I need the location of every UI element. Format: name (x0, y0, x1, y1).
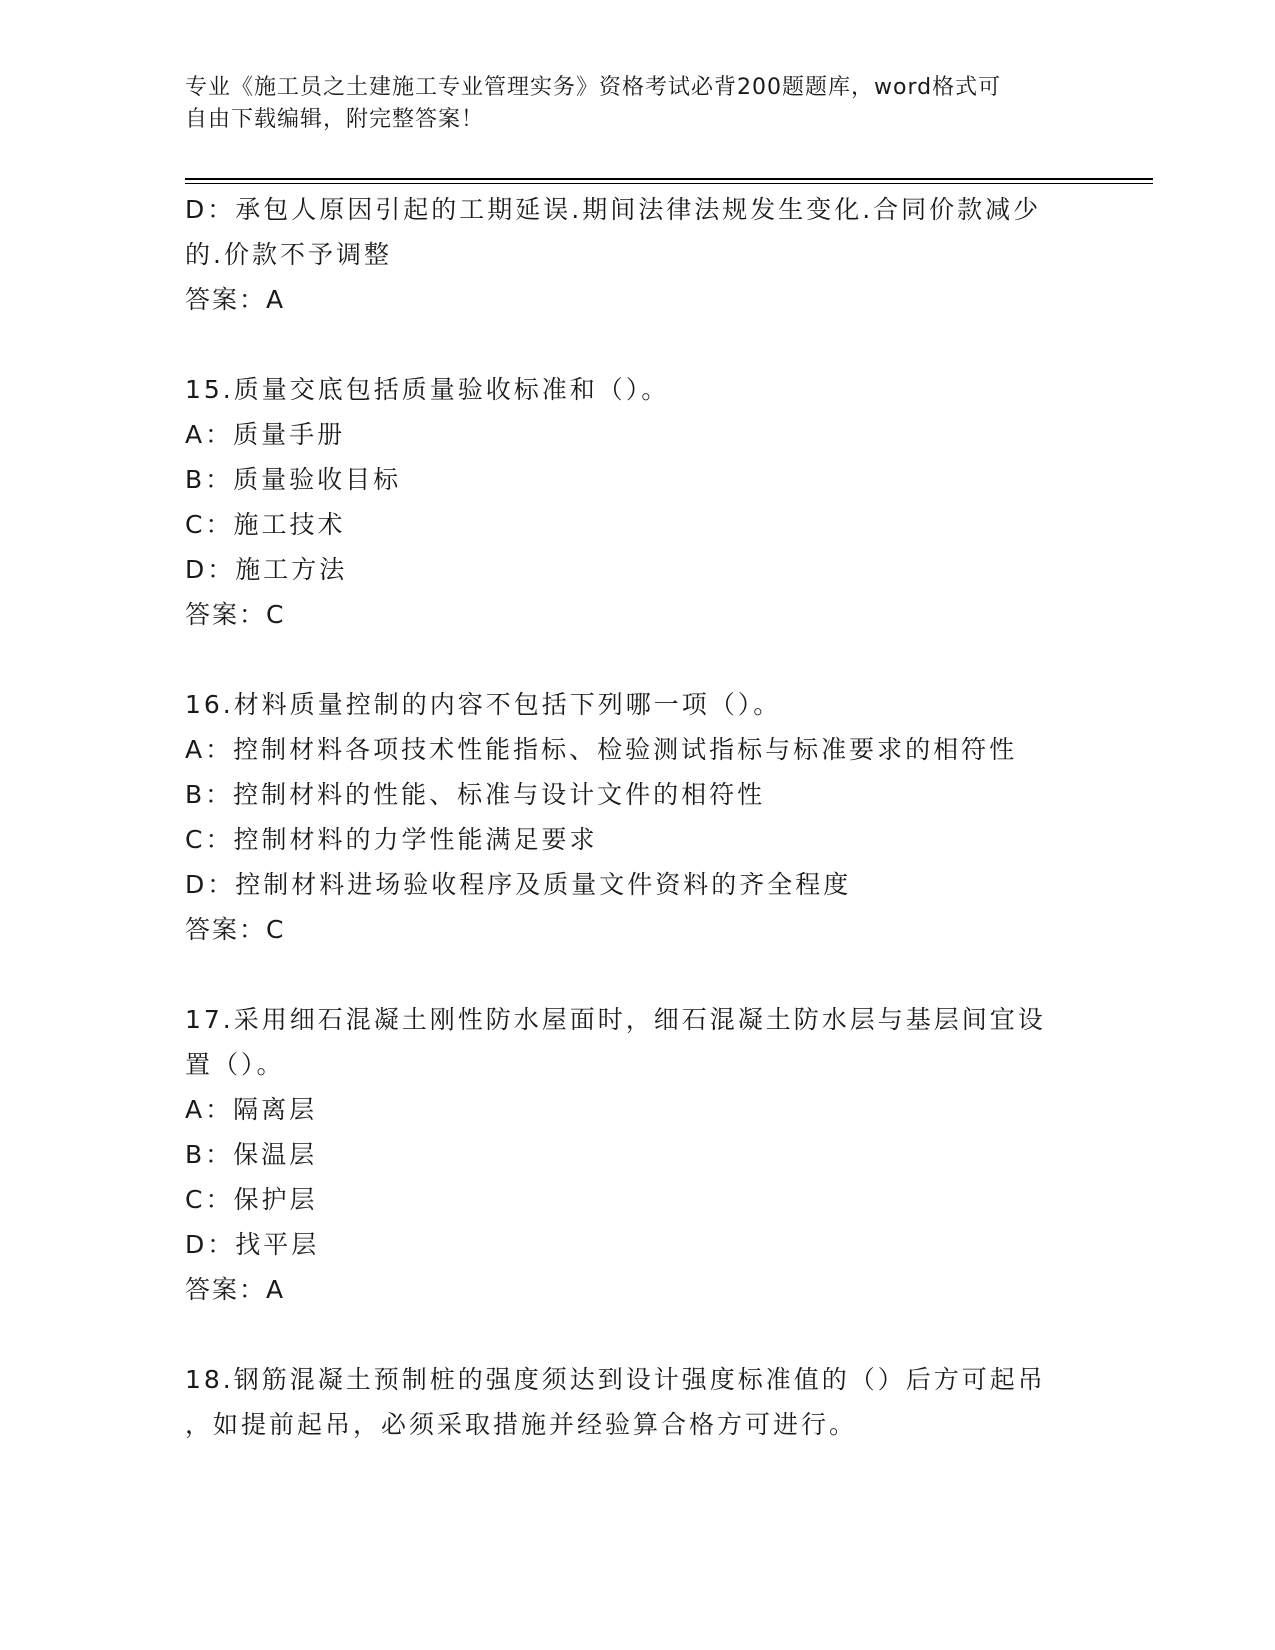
question-15 (185, 367, 1085, 637)
question-16 (185, 682, 1085, 952)
option-b: B：保温层 (185, 1140, 318, 1169)
spacer (185, 637, 1085, 682)
answer: 答案：A (185, 285, 286, 314)
question-stem: 18.钢筋混凝土预制桩的强度须达到设计强度标准值的（）后方可起吊 (185, 1365, 1046, 1394)
option-c: C：施工技术 (185, 510, 346, 539)
option-c: C：控制材料的力学性能满足要求 (185, 825, 598, 854)
option-a: A：隔离层 (185, 1095, 318, 1124)
question-stem-continued: 置（）。 (185, 1050, 285, 1079)
question-stem: 17.采用细石混凝土刚性防水屋面时，细石混凝土防水层与基层间宜设 (185, 1005, 1046, 1034)
answer: 答案：A (185, 1275, 286, 1304)
option-d-continued: 的.价款不予调整 (185, 240, 392, 269)
option-c: C：保护层 (185, 1185, 318, 1214)
header-title-line-2: 自由下载编辑，附完整答案！ (185, 107, 485, 132)
spacer (185, 322, 1085, 367)
option-b: B：控制材料的性能、标准与设计文件的相符性 (185, 780, 766, 809)
document-body (185, 187, 1085, 1447)
header-divider-thin (185, 183, 1153, 184)
header-title-line-1: 专业《施工员之土建施工专业管理实务》资格考试必背200题题库，word格式可 (185, 75, 1002, 100)
option-a: A：控制材料各项技术性能指标、检验测试指标与标准要求的相符性 (185, 735, 1018, 764)
option-d: D：承包人原因引起的工期延误.期间法律法规发生变化.合同价款减少 (185, 195, 1042, 224)
question-stem: 16.材料质量控制的内容不包括下列哪一项（）。 (185, 690, 782, 719)
spacer (185, 952, 1085, 997)
question-17 (185, 997, 1085, 1312)
question-stem: 15.质量交底包括质量验收标准和（）。 (185, 375, 670, 404)
header-divider-thick (185, 178, 1153, 180)
document-header (185, 72, 1065, 136)
question-14-continuation (185, 187, 1085, 322)
question-stem-continued: ，如提前起吊，必须采取措施并经验算合格方可进行。 (185, 1410, 858, 1439)
option-d: D：找平层 (185, 1230, 320, 1259)
option-d: D：施工方法 (185, 555, 348, 584)
spacer (185, 1312, 1085, 1357)
answer: 答案：C (185, 600, 286, 629)
option-a: A：质量手册 (185, 420, 346, 449)
answer: 答案：C (185, 915, 286, 944)
option-d: D：控制材料进场验收程序及质量文件资料的齐全程度 (185, 870, 852, 899)
question-18 (185, 1357, 1085, 1447)
option-b: B：质量验收目标 (185, 465, 402, 494)
